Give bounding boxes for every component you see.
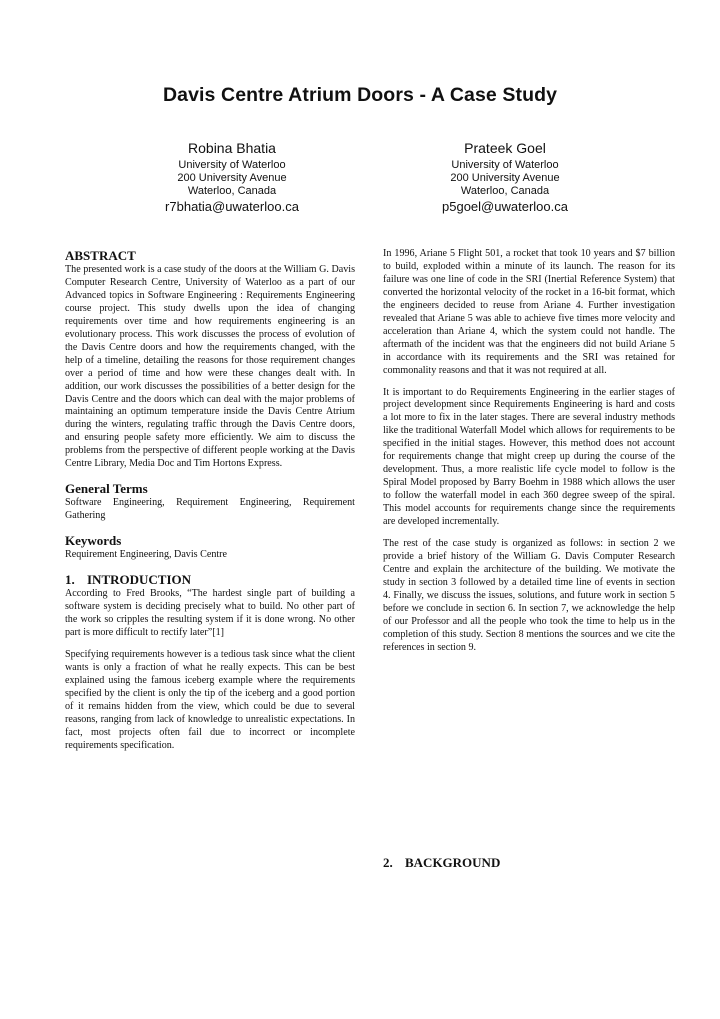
intro-paragraph-5: The rest of the case study is organized as follows: in section 2 we provide a brief history of the William G. Davis Computer Research Centre and explain the architecture of the building. We motivate the study in section 3 followed by a detailed time line of events in section 4. Finally, we discuss the issues, solutions, and future work in section 5 before we conclude in section 6. In section 7, we acknowledge the help of our Professor and all the people who took the time to help us in the completion of this study. Section 8 mentions the sources and we cite the references in section 9. <box>383 538 675 653</box>
introduction-heading <box>65 572 355 587</box>
section-number: 2. <box>383 855 393 870</box>
author-address: 200 University Avenue <box>450 172 560 184</box>
author-name: Prateek Goel <box>464 140 546 156</box>
author-city: Waterloo, Canada <box>187 185 277 197</box>
abstract-heading: ABSTRACT <box>65 248 136 263</box>
author-name: Robina Bhatia <box>188 140 276 156</box>
section-title: BACKGROUND <box>405 855 501 870</box>
background-heading <box>383 855 500 871</box>
author-block-2 <box>380 140 630 215</box>
author-email: r7bhatia@uwaterloo.ca <box>165 199 299 214</box>
section-number: 1. <box>65 572 75 588</box>
author-affiliation: University of Waterloo <box>451 159 559 171</box>
author-address: 200 University Avenue <box>177 172 287 184</box>
author-block-1 <box>107 140 357 215</box>
intro-paragraph-4: It is important to do Requirements Engineering in the earlier stages of project development since Requirements Engineering is hard and costs a lot more to fix in the later stages. There are several industry methods like the traditional Waterfall Model which allows for requirements to be specified in the initial stages. However, this method does not account for requirements change that might creep up during the course of the development. Thus, a more realistic life cycle model to follow is the Spiral Model proposed by Barry Boehm in 1988 which allows the user to follow the waterfall model in each 360 degree sweep of the spiral. This model accounts for requirements change since the requirements are developed incrementally. <box>383 386 675 528</box>
general-terms-text: Software Engineering, Requirement Engineering, Requirement Gathering <box>65 497 355 522</box>
author-city: Waterloo, Canada <box>460 185 550 197</box>
right-column <box>383 248 675 664</box>
general-terms-heading: General Terms <box>65 481 148 497</box>
intro-paragraph-3: In 1996, Ariane 5 Flight 501, a rocket that took 10 years and $7 billion to build, exploded within a minute of its launch. The reason for its failure was one line of code in the SRI (Inertial Reference System) that converted the horizontal velocity of the rocket in a 16-bit format, which the engineers decided to reuse from Ariane 4. Further investigation revealed that Ariane 5 was able to achieve five times more velocity and acceleration than Ariane 4, which the system could not handle. The aftermath of the incident was that the engineers did not build Ariane 5 in accordance with its requirements and the SRI was retained for commonality reasons and that it was not required at all. <box>383 248 675 376</box>
author-affiliation: University of Waterloo <box>178 159 286 171</box>
paper-title: Davis Centre Atrium Doors - A Case Study <box>162 84 558 106</box>
intro-paragraph-2: Specifying requirements however is a tedious task since what the client wants is only a fraction of what he really expects. This can be best explained using the famous iceberg example where the requirements specified by the client is only the tip of the iceberg and a good portion of it remains hidden from the view, which could be due to several reasons, ranging from lack of knowledge to unrealistic expectations. In fact, most projects often fail due to incorrect or incomplete requirements specification. <box>65 648 355 751</box>
keywords-text: Requirement Engineering, Davis Centre <box>65 549 228 561</box>
intro-paragraph-1: According to Fred Brooks, “The hardest single part of building a software system is deciding precisely what to build. No other part of the work so cripples the resulting system if it is done wrong. No other part is more difficult to rectify later”[1] <box>65 588 355 638</box>
keywords-heading: Keywords <box>65 533 122 549</box>
author-email: p5goel@uwaterloo.ca <box>442 199 568 214</box>
section-title: INTRODUCTION <box>87 572 192 588</box>
abstract-text: The presented work is a case study of the doors at the William G. Davis Computer Research Centre, University of Waterloo as a part of our Advanced topics in Software Engineering : Requirements Engineering course project. This study dwells upon the idea of changing requirements over time and how requirements engineering is an evolutionary process. This work discusses the process of evolution of the Davis Centre doors and how the requirements changed, with the help of a timeline, detailing the reasons for those requirement changes over a period of time and how were these changes dealt with. In addition, our work discusses the possibilities of a better design for the Davis Centre and the doors which can deal with the major problems of maintaining an optimum temperature inside the Davis Centre Atrium during the winters, regulating traffic through the Davis Centre doors, and ensuring people safety more efficiently. We aim to discuss the problems from the perspective of different people working at the Davis Centre Library, Media Doc and Tim Hortons Express. <box>65 264 355 470</box>
left-column <box>65 248 355 762</box>
